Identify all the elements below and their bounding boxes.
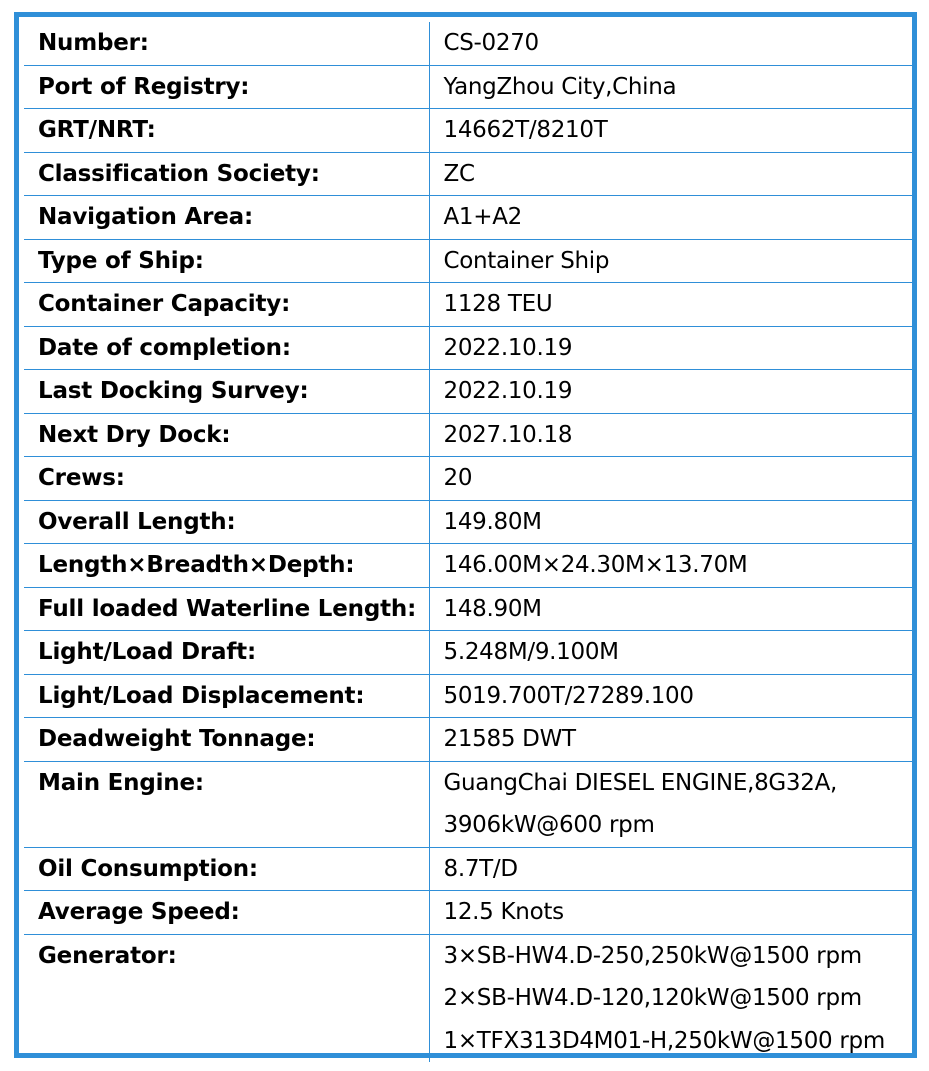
spec-value: GuangChai DIESEL ENGINE,8G32A, 3906kW@600 rpm (429, 761, 917, 847)
spec-value: 148.90M (429, 587, 917, 631)
spec-label: Classification Society: (24, 152, 429, 196)
spec-label: Length×Breadth×Depth: (24, 544, 429, 588)
table-row (24, 413, 917, 457)
table-row (24, 22, 917, 65)
spec-label: Crews: (24, 457, 429, 501)
spec-label: Full loaded Waterline Length: (24, 587, 429, 631)
spec-label: Type of Ship: (24, 239, 429, 283)
table-row (24, 674, 917, 718)
spec-value: ZC (429, 152, 917, 196)
spec-value: 21585 DWT (429, 718, 917, 762)
table-row (24, 326, 917, 370)
spec-label: Light/Load Displacement: (24, 674, 429, 718)
spec-value: 2022.10.19 (429, 326, 917, 370)
spec-label: GRT/NRT: (24, 109, 429, 153)
table-row (24, 109, 917, 153)
table-row (24, 718, 917, 762)
spec-label: Oil Consumption: (24, 847, 429, 891)
spec-value: 149.80M (429, 500, 917, 544)
spec-value: 3×SB-HW4.D-250,250kW@1500 rpm 2×SB-HW4.D-120,120kW@1500 rpm 1×TFX313D4M01-H,250kW@1500 rpm (429, 934, 917, 1062)
table-row (24, 283, 917, 327)
ship-specifications-table (24, 22, 917, 1062)
spec-value: A1+A2 (429, 196, 917, 240)
spec-label: Last Docking Survey: (24, 370, 429, 414)
table-row (24, 891, 917, 935)
table-row (24, 587, 917, 631)
table-row (24, 761, 917, 847)
table-row (24, 457, 917, 501)
table-row (24, 152, 917, 196)
spec-label: Port of Registry: (24, 65, 429, 109)
spec-value: CS-0270 (429, 22, 917, 65)
spec-value: 1128 TEU (429, 283, 917, 327)
spec-value: Container Ship (429, 239, 917, 283)
spec-label: Deadweight Tonnage: (24, 718, 429, 762)
table-row (24, 196, 917, 240)
spec-value: 20 (429, 457, 917, 501)
spec-label: Average Speed: (24, 891, 429, 935)
spec-value: 12.5 Knots (429, 891, 917, 935)
spec-value: 2027.10.18 (429, 413, 917, 457)
spec-label: Overall Length: (24, 500, 429, 544)
spec-value: 5019.700T/27289.100 (429, 674, 917, 718)
table-row (24, 500, 917, 544)
spec-label: Main Engine: (24, 761, 429, 847)
spec-label: Container Capacity: (24, 283, 429, 327)
table-row (24, 544, 917, 588)
spec-label: Date of completion: (24, 326, 429, 370)
spec-value: 5.248M/9.100M (429, 631, 917, 675)
spec-label: Next Dry Dock: (24, 413, 429, 457)
spec-table-frame (14, 12, 917, 1058)
spec-value: 146.00M×24.30M×13.70M (429, 544, 917, 588)
spec-table-container (24, 22, 907, 1054)
spec-label: Navigation Area: (24, 196, 429, 240)
table-row (24, 631, 917, 675)
table-row (24, 934, 917, 1062)
spec-label: Generator: (24, 934, 429, 1062)
table-row (24, 847, 917, 891)
spec-label: Number: (24, 22, 429, 65)
table-row (24, 65, 917, 109)
spec-value: 8.7T/D (429, 847, 917, 891)
table-row (24, 239, 917, 283)
spec-label: Light/Load Draft: (24, 631, 429, 675)
spec-value: 2022.10.19 (429, 370, 917, 414)
table-row (24, 370, 917, 414)
spec-value: YangZhou City,China (429, 65, 917, 109)
spec-value: 14662T/8210T (429, 109, 917, 153)
